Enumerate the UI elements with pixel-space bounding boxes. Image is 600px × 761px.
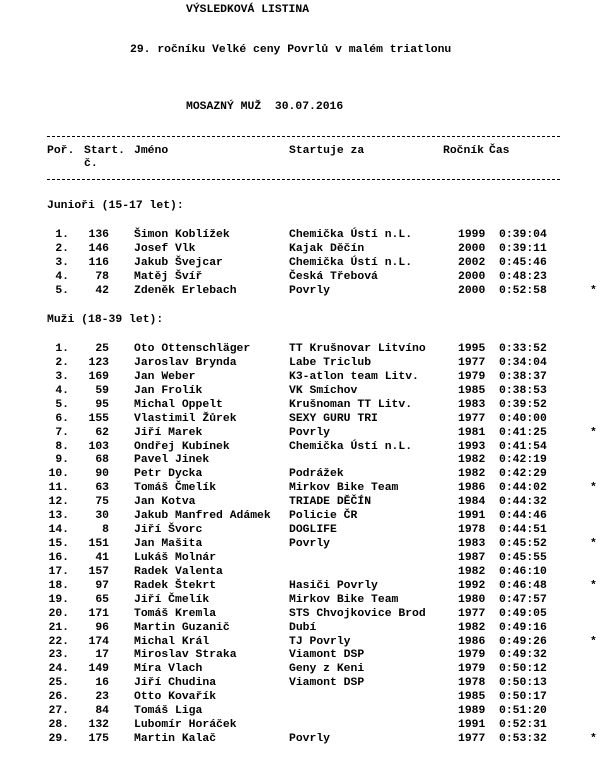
result-row	[0, 243, 600, 257]
result-start-number: 84	[95, 705, 109, 718]
result-name: Pavel Jinek	[134, 454, 210, 467]
result-name: Miroslav Straka	[134, 649, 237, 662]
result-row	[0, 510, 600, 524]
result-club: Povrly	[289, 733, 331, 746]
result-row	[0, 719, 600, 733]
result-rank: 5.	[55, 398, 69, 411]
result-row	[0, 691, 600, 705]
result-year: 1978	[458, 677, 486, 690]
document-title: VÝSLEDKOVÁ LISTINA	[186, 4, 310, 16]
result-name: Radek Valenta	[134, 565, 223, 578]
result-club: Povrly	[289, 538, 331, 551]
result-year: 1982	[458, 565, 486, 578]
result-start-number: 136	[88, 229, 109, 241]
result-club: TJ Povrly	[289, 635, 351, 648]
result-rank: 23.	[48, 649, 69, 662]
result-time: 0:44:32	[499, 496, 547, 509]
result-time: 0:33:52	[499, 343, 547, 355]
result-name: Otto Kovařík	[134, 691, 217, 704]
result-time: 0:39:04	[499, 229, 547, 241]
result-row	[0, 677, 600, 691]
result-start-number: 149	[88, 663, 109, 676]
result-rank: 22.	[48, 635, 69, 648]
result-row	[0, 622, 600, 636]
result-time: 0:50:12	[499, 663, 547, 676]
result-rank: 21.	[48, 621, 69, 634]
result-rank: 19.	[48, 593, 69, 606]
result-row	[0, 482, 600, 496]
result-club: TT Krušnovar Litvíno	[289, 343, 426, 355]
result-rank: 2.	[55, 242, 69, 255]
result-rank: 9.	[55, 454, 69, 467]
result-row	[0, 705, 600, 719]
result-name: Radek Štekrt	[134, 579, 217, 592]
result-year: 1983	[458, 398, 486, 411]
section-title-juniors: Junioři (15-17 let):	[47, 200, 184, 212]
result-year: 1993	[458, 440, 486, 453]
result-rank: 10.	[48, 468, 69, 481]
result-rank: 5.	[55, 284, 69, 297]
result-year: 2002	[458, 256, 486, 269]
result-time: 0:46:10	[499, 565, 547, 578]
result-year: 1979	[458, 663, 486, 676]
result-row	[0, 285, 600, 299]
result-row	[0, 413, 600, 427]
result-year: 2000	[458, 270, 486, 283]
header-rank: Poř.	[47, 145, 75, 157]
result-year: 1977	[458, 356, 486, 369]
column-headers	[0, 145, 600, 159]
result-mark: *	[590, 426, 597, 439]
result-mark: *	[590, 482, 597, 495]
result-start-number: 8	[102, 524, 109, 537]
result-time: 0:44:46	[499, 510, 547, 523]
result-row	[0, 371, 600, 385]
result-name: Josef Vlk	[134, 242, 196, 255]
result-row	[0, 566, 600, 580]
result-name: Míra Vlach	[134, 663, 203, 676]
result-time: 0:34:04	[499, 356, 547, 369]
result-mark: *	[590, 635, 597, 648]
result-name: Michal Oppelt	[134, 398, 223, 411]
result-club: Viamont DSP	[289, 649, 365, 662]
result-start-number: 157	[88, 565, 109, 578]
result-rank: 4.	[55, 384, 69, 397]
event-line: MOSAZNÝ MUŽ 30.07.2016	[186, 101, 344, 113]
result-name: Oto Ottenschläger	[134, 343, 251, 355]
result-row	[0, 663, 600, 677]
result-club: TRIADE DĚČÍN	[289, 496, 372, 509]
result-time: 0:40:00	[499, 412, 547, 425]
header-year: Ročník	[443, 145, 485, 157]
result-name: Jakub Manfred Adámek	[134, 510, 271, 523]
result-start-number: 132	[88, 719, 109, 732]
document-subtitle: 29. ročníku Velké ceny Povrlů v malém triatlonu	[130, 44, 452, 56]
result-name: Lukáš Molnár	[134, 551, 217, 564]
result-name: Lubomír Horáček	[134, 719, 237, 732]
result-year: 1977	[458, 733, 486, 746]
result-time: 0:41:25	[499, 426, 547, 439]
header-time: Čas	[489, 145, 510, 157]
result-start-number: 95	[95, 398, 109, 411]
result-club: Chemička Ústí n.L.	[289, 256, 413, 269]
result-year: 1985	[458, 691, 486, 704]
section-title-men: Muži (18-39 let):	[47, 314, 164, 326]
result-start-number: 116	[88, 256, 109, 269]
result-time: 0:49:32	[499, 649, 547, 662]
result-name: Petr Dycka	[134, 468, 203, 481]
result-name: Jaroslav Brynda	[134, 356, 237, 369]
result-time: 0:38:37	[499, 370, 547, 383]
result-club: Mirkov Bike Team	[289, 482, 399, 495]
result-rank: 4.	[55, 270, 69, 283]
result-time: 0:42:19	[499, 454, 547, 467]
result-club: DOGLIFE	[289, 524, 337, 537]
result-name: Vlastimil Žůrek	[134, 412, 237, 425]
result-club: Mirkov Bike Team	[289, 593, 399, 606]
result-year: 1995	[458, 343, 486, 355]
result-time: 0:38:53	[499, 384, 547, 397]
result-row	[0, 271, 600, 285]
result-year: 1991	[458, 719, 486, 732]
result-time: 0:44:51	[499, 524, 547, 537]
result-name: Martin Kalač	[134, 733, 217, 746]
header-name: Jméno	[134, 145, 169, 157]
result-start-number: 16	[95, 677, 109, 690]
result-start-number: 30	[95, 510, 109, 523]
result-name: Jiří Marek	[134, 426, 203, 439]
result-rank: 29.	[48, 733, 69, 746]
result-rank: 7.	[55, 426, 69, 439]
result-name: Jan Kotva	[134, 496, 196, 509]
result-year: 1982	[458, 454, 486, 467]
result-time: 0:47:57	[499, 593, 547, 606]
result-start-number: 68	[95, 454, 109, 467]
result-name: Jiří Švorc	[134, 524, 203, 537]
result-start-number: 175	[88, 733, 109, 746]
result-name: Jiří Čmelík	[134, 593, 210, 606]
result-name: Tomáš Liga	[134, 705, 203, 718]
result-year: 1987	[458, 551, 486, 564]
result-rank: 14.	[48, 524, 69, 537]
result-mark: *	[590, 733, 597, 746]
result-club: Viamont DSP	[289, 677, 365, 690]
result-year: 1984	[458, 496, 486, 509]
result-club: Chemička Ústí n.L.	[289, 440, 413, 453]
result-name: Jakub Švejcar	[134, 256, 223, 269]
result-club: Kajak Děčín	[289, 242, 365, 255]
result-start-number: 62	[95, 426, 109, 439]
result-time: 0:45:52	[499, 538, 547, 551]
result-rank: 15.	[48, 538, 69, 551]
result-club: Policie ČR	[289, 510, 358, 523]
result-row	[0, 538, 600, 552]
result-club: Povrly	[289, 426, 331, 439]
result-name: Jan Weber	[134, 370, 196, 383]
result-year: 1982	[458, 621, 486, 634]
result-year: 1977	[458, 412, 486, 425]
result-start-number: 25	[95, 343, 109, 355]
result-year: 1989	[458, 705, 486, 718]
header-start-number: č.	[84, 158, 98, 170]
result-year: 1986	[458, 482, 486, 495]
result-club: Česká Třebová	[289, 270, 378, 283]
result-rank: 11.	[48, 482, 69, 495]
result-time: 0:42:29	[499, 468, 547, 481]
result-rank: 8.	[55, 440, 69, 453]
result-time: 0:39:11	[499, 242, 547, 255]
result-row	[0, 343, 600, 357]
result-row	[0, 496, 600, 510]
result-club: Hasiči Povrly	[289, 579, 378, 592]
result-time: 0:51:20	[499, 705, 547, 718]
result-rank: 16.	[48, 551, 69, 564]
result-year: 2000	[458, 284, 486, 297]
result-name: Jan Mašita	[134, 538, 203, 551]
result-row	[0, 580, 600, 594]
result-club: Dubí	[289, 621, 317, 634]
result-rank: 25.	[48, 677, 69, 690]
result-start-number: 63	[95, 482, 109, 495]
result-rank: 27.	[48, 705, 69, 718]
result-row	[0, 454, 600, 468]
result-club: Krušnoman TT Litv.	[289, 398, 413, 411]
result-year: 1991	[458, 510, 486, 523]
result-year: 1986	[458, 635, 486, 648]
result-year: 2000	[458, 242, 486, 255]
result-club: Chemička Ústí n.L.	[289, 229, 413, 241]
result-start-number: 42	[95, 284, 109, 297]
result-start-number: 171	[88, 607, 109, 620]
result-start-number: 41	[95, 551, 109, 564]
result-time: 0:41:54	[499, 440, 547, 453]
result-year: 1983	[458, 538, 486, 551]
result-row	[0, 357, 600, 371]
result-rank: 6.	[55, 412, 69, 425]
result-time: 0:48:23	[499, 270, 547, 283]
result-start-number: 155	[88, 412, 109, 425]
result-start-number: 96	[95, 621, 109, 634]
result-club: Geny z Keni	[289, 663, 365, 676]
result-mark: *	[590, 579, 597, 592]
result-start-number: 169	[88, 370, 109, 383]
result-club: VK Smíchov	[289, 384, 358, 397]
result-start-number: 151	[88, 538, 109, 551]
result-row	[0, 608, 600, 622]
result-row	[0, 552, 600, 566]
result-row	[0, 468, 600, 482]
result-time: 0:44:02	[499, 482, 547, 495]
result-mark: *	[590, 284, 597, 297]
header-rule-bottom	[47, 179, 560, 180]
result-rank: 3.	[55, 370, 69, 383]
result-rank: 13.	[48, 510, 69, 523]
result-club: Podrážek	[289, 468, 344, 481]
result-name: Šimon Koblížek	[134, 229, 230, 241]
result-rank: 2.	[55, 356, 69, 369]
result-start-number: 78	[95, 270, 109, 283]
result-rank: 12.	[48, 496, 69, 509]
result-start-number: 65	[95, 593, 109, 606]
result-row	[0, 441, 600, 455]
result-time: 0:45:46	[499, 256, 547, 269]
result-name: Tomáš Čmelík	[134, 482, 217, 495]
result-year: 1985	[458, 384, 486, 397]
result-club: STS Chvojkovice Brod	[289, 607, 426, 620]
result-time: 0:46:48	[499, 579, 547, 592]
result-start-number: 103	[88, 440, 109, 453]
result-time: 0:49:05	[499, 607, 547, 620]
result-rank: 26.	[48, 691, 69, 704]
result-time: 0:45:55	[499, 551, 547, 564]
result-start-number: 146	[88, 242, 109, 255]
result-year: 1992	[458, 579, 486, 592]
result-start-number: 123	[88, 356, 109, 369]
result-name: Ondřej Kubínek	[134, 440, 230, 453]
result-year: 1978	[458, 524, 486, 537]
result-row	[0, 636, 600, 650]
result-year: 1979	[458, 649, 486, 662]
result-name: Michal Král	[134, 635, 210, 648]
result-start-number: 75	[95, 496, 109, 509]
result-row	[0, 385, 600, 399]
result-club: Povrly	[289, 284, 331, 297]
result-time: 0:52:58	[499, 284, 547, 297]
result-name: Martin Guzanič	[134, 621, 230, 634]
result-start-number: 97	[95, 579, 109, 592]
result-time: 0:50:17	[499, 691, 547, 704]
result-rank: 3.	[55, 256, 69, 269]
result-rank: 1.	[55, 343, 69, 355]
result-club: Labe Triclub	[289, 356, 372, 369]
result-rank: 1.	[55, 229, 69, 241]
result-start-number: 90	[95, 468, 109, 481]
result-row	[0, 524, 600, 538]
header-club: Startuje za	[289, 145, 365, 157]
result-start-number: 17	[95, 649, 109, 662]
result-start-number: 174	[88, 635, 109, 648]
result-rank: 20.	[48, 607, 69, 620]
result-time: 0:39:52	[499, 398, 547, 411]
result-rank: 28.	[48, 719, 69, 732]
result-club: SEXY GURU TRI	[289, 412, 378, 425]
result-name: Tomáš Kremla	[134, 607, 217, 620]
result-name: Jiří Chudina	[134, 677, 217, 690]
result-year: 1979	[458, 370, 486, 383]
result-time: 0:49:16	[499, 621, 547, 634]
header-rule-top	[47, 136, 560, 137]
result-start-number: 59	[95, 384, 109, 397]
result-club: K3-atlon team Litv.	[289, 370, 419, 383]
result-name: Matěj Švíř	[134, 270, 203, 283]
result-year: 1980	[458, 593, 486, 606]
result-year: 1982	[458, 468, 486, 481]
result-time: 0:49:26	[499, 635, 547, 648]
result-mark: *	[590, 538, 597, 551]
result-time: 0:50:13	[499, 677, 547, 690]
result-rank: 18.	[48, 579, 69, 592]
result-row	[0, 399, 600, 413]
result-rank: 24.	[48, 663, 69, 676]
result-name: Jan Frolík	[134, 384, 203, 397]
result-row	[0, 257, 600, 271]
result-year: 1999	[458, 229, 486, 241]
result-year: 1977	[458, 607, 486, 620]
result-start-number: 23	[95, 691, 109, 704]
result-name: Zdeněk Erlebach	[134, 284, 237, 297]
result-row	[0, 733, 600, 747]
result-time: 0:53:32	[499, 733, 547, 746]
result-row	[0, 229, 600, 243]
result-time: 0:52:31	[499, 719, 547, 732]
result-row	[0, 427, 600, 441]
result-row	[0, 649, 600, 663]
header-start: Start.	[84, 145, 126, 157]
result-row	[0, 594, 600, 608]
result-rank: 17.	[48, 565, 69, 578]
result-year: 1981	[458, 426, 486, 439]
